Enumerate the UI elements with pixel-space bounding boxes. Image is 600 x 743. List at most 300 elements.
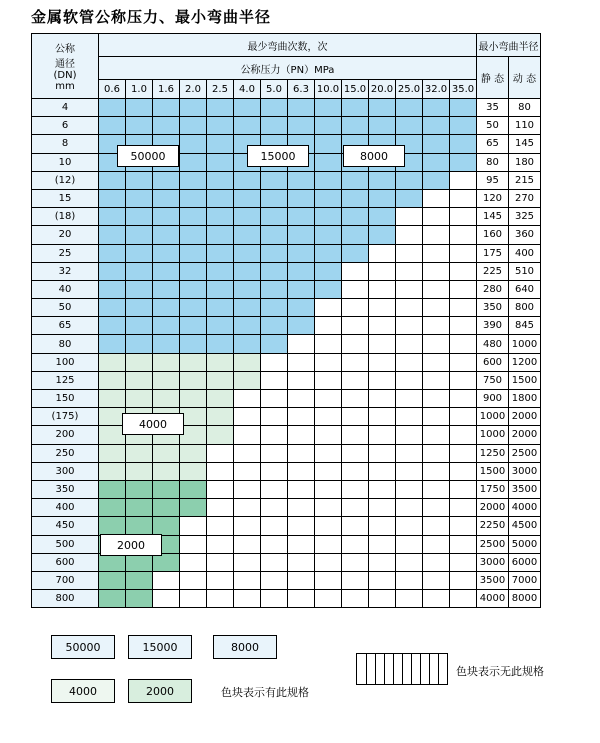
spec-cell [153,171,180,189]
spec-cell [234,208,261,226]
spec-cell [261,280,288,298]
spec-cell [99,444,126,462]
spec-cell [234,353,261,371]
spec-cell [342,99,369,117]
spec-cell [315,535,342,553]
row-dn-value: 32 [32,262,99,280]
spec-cell [369,353,396,371]
spec-cell [288,208,315,226]
spec-cell [423,262,450,280]
spec-cell [153,335,180,353]
spec-cell [288,226,315,244]
dynamic-radius-value: 800 [509,299,541,317]
pn-column-header: 32.0 [423,80,450,99]
spec-cell [423,99,450,117]
spec-cell [396,189,423,207]
spec-cell [423,353,450,371]
static-radius-value: 1750 [477,480,509,498]
spec-cell [315,426,342,444]
static-radius-value: 4000 [477,590,509,608]
spec-cell [261,444,288,462]
spec-cell [423,535,450,553]
spec-cell [315,208,342,226]
static-radius-value: 225 [477,262,509,280]
spec-cell [423,590,450,608]
spec-cell [99,317,126,335]
row-dn-value: 8 [32,135,99,153]
spec-cell [342,590,369,608]
spec-cell [153,480,180,498]
static-radius-value: 350 [477,299,509,317]
spec-cell [261,189,288,207]
row-dn-value: 200 [32,426,99,444]
spec-cell [126,517,153,535]
row-dn-value: 800 [32,590,99,608]
spec-cell [369,426,396,444]
spec-cell [234,517,261,535]
table-row [32,189,541,207]
spec-cell [99,262,126,280]
spec-cell [369,480,396,498]
spec-cell [99,299,126,317]
spec-cell [423,280,450,298]
spec-cell [396,299,423,317]
spec-cell [315,335,342,353]
row-dn-value: 150 [32,390,99,408]
pn-header: 公称压力（PN）MPa [99,57,477,80]
spec-cell [207,535,234,553]
spec-cell [288,189,315,207]
spec-cell [126,226,153,244]
table-row [32,480,541,498]
row-dn-value: 10 [32,153,99,171]
dynamic-radius-value: 2500 [509,444,541,462]
spec-cell [153,390,180,408]
legend-hatch-note: 色块表示无此规格 [456,665,544,678]
spec-cell [342,244,369,262]
spec-cell [180,135,207,153]
dynamic-radius-value: 80 [509,99,541,117]
spec-cell [450,117,477,135]
spec-cell [423,426,450,444]
spec-cell [396,208,423,226]
table-row [32,499,541,517]
spec-cell [261,299,288,317]
spec-cell [450,571,477,589]
spec-cell [369,244,396,262]
spec-cell [99,371,126,389]
spec-cell [450,99,477,117]
legend-swatch: 50000 [51,635,115,659]
spec-cell [396,226,423,244]
spec-cell [153,262,180,280]
spec-cell [342,117,369,135]
spec-cell [369,517,396,535]
spec-cell [315,553,342,571]
spec-cell [288,517,315,535]
spec-cell [450,226,477,244]
row-dn-value: 4 [32,99,99,117]
spec-cell [126,99,153,117]
spec-cell [396,99,423,117]
spec-cell [423,117,450,135]
pn-column-header: 10.0 [315,80,342,99]
dynamic-radius-value: 325 [509,208,541,226]
spec-cell [180,353,207,371]
spec-cell [261,462,288,480]
spec-cell [315,280,342,298]
static-radius-value: 1500 [477,462,509,480]
spec-cell [288,117,315,135]
spec-cell [234,462,261,480]
spec-cell [207,244,234,262]
spec-cell [342,353,369,371]
spec-cell [207,171,234,189]
legend-hatch-swatch [356,653,448,685]
spec-cell [396,480,423,498]
spec-cell [99,189,126,207]
spec-cell [450,335,477,353]
spec-cell [99,171,126,189]
spec-cell [450,535,477,553]
spec-cell [396,462,423,480]
spec-cell [315,226,342,244]
spec-cell [450,480,477,498]
row-dn-value: 600 [32,553,99,571]
static-radius-value: 3500 [477,571,509,589]
spec-cell [288,444,315,462]
dynamic-radius-value: 845 [509,317,541,335]
spec-cell [261,408,288,426]
spec-cell [126,462,153,480]
spec-cell [315,299,342,317]
dn-header-line-4: mm [55,81,75,92]
spec-cell [288,244,315,262]
spec-cell [315,153,342,171]
spec-cell [99,353,126,371]
dynamic-radius-value: 4000 [509,499,541,517]
spec-cell [261,262,288,280]
row-dn-value: 300 [32,462,99,480]
spec-cell [153,499,180,517]
dynamic-radius-value: 2000 [509,408,541,426]
spec-cell [234,535,261,553]
spec-cell [234,480,261,498]
spec-cell [315,408,342,426]
spec-cell [342,535,369,553]
spec-cell [288,553,315,571]
spec-cell [261,426,288,444]
static-radius-value: 95 [477,171,509,189]
row-dn-value: (12) [32,171,99,189]
row-dn-value: 100 [32,353,99,371]
spec-cell [396,499,423,517]
spec-cell [342,462,369,480]
spec-cell [423,317,450,335]
dynamic-radius-value: 145 [509,135,541,153]
spec-cell [234,99,261,117]
spec-cell [99,480,126,498]
table-row [32,208,541,226]
spec-cell [288,371,315,389]
spec-cell [126,171,153,189]
spec-cell [342,317,369,335]
static-radius-value: 1000 [477,426,509,444]
spec-cell [99,390,126,408]
dynamic-radius-value: 8000 [509,590,541,608]
spec-cell [450,299,477,317]
spec-cell [153,117,180,135]
static-radius-value: 280 [477,280,509,298]
page-title: 金属软管公称压力、最小弯曲半径 [31,8,272,26]
spec-cell [261,499,288,517]
spec-cell [342,208,369,226]
spec-cell [450,189,477,207]
spec-cell [315,244,342,262]
static-radius-value: 35 [477,99,509,117]
spec-cell [288,335,315,353]
row-dn-value: 20 [32,226,99,244]
dynamic-radius-value: 270 [509,189,541,207]
spec-cell [234,390,261,408]
spec-cell [315,444,342,462]
table-row [32,299,541,317]
static-radius-value: 160 [477,226,509,244]
spec-cell [207,462,234,480]
spec-cell [180,153,207,171]
spec-cell [207,153,234,171]
spec-cell [207,408,234,426]
table-row [32,408,541,426]
spec-cell [369,553,396,571]
legend-swatch: 2000 [128,679,192,703]
spec-cell [234,226,261,244]
static-radius-value: 50 [477,117,509,135]
static-radius-value: 2000 [477,499,509,517]
spec-cell [234,499,261,517]
spec-cell [315,117,342,135]
spec-cell [180,444,207,462]
spec-cell [288,99,315,117]
spec-cell [423,408,450,426]
block-value-label: 2000 [100,534,162,556]
static-radius-value: 390 [477,317,509,335]
spec-cell [450,171,477,189]
spec-cell [288,480,315,498]
spec-cell [423,480,450,498]
spec-cell [234,262,261,280]
spec-cell [261,226,288,244]
spec-cell [180,189,207,207]
spec-cell [261,480,288,498]
pn-column-header: 6.3 [288,80,315,99]
spec-cell [126,244,153,262]
pn-column-header: 1.0 [126,80,153,99]
table-row [32,262,541,280]
spec-cell [423,153,450,171]
spec-cell [234,371,261,389]
spec-cell [369,371,396,389]
dynamic-radius-value: 3000 [509,462,541,480]
spec-cell [153,299,180,317]
dynamic-radius-value: 400 [509,244,541,262]
table-header-row-3 [32,80,541,99]
spec-cell [153,244,180,262]
dynamic-radius-value: 7000 [509,571,541,589]
dynamic-radius-header: 动 态 [509,57,541,99]
spec-cell [450,153,477,171]
spec-cell [180,171,207,189]
dynamic-radius-value: 3500 [509,480,541,498]
spec-cell [99,590,126,608]
block-value-label: 8000 [343,145,405,167]
dynamic-radius-value: 215 [509,171,541,189]
table-row [32,99,541,117]
spec-cell [369,444,396,462]
spec-cell [369,299,396,317]
spec-cell [261,571,288,589]
spec-cell [126,189,153,207]
spec-cell [396,535,423,553]
spec-cell [315,499,342,517]
spec-cell [396,426,423,444]
static-radius-value: 120 [477,189,509,207]
spec-cell [261,99,288,117]
dynamic-radius-value: 1800 [509,390,541,408]
table-header-row-1 [32,34,541,57]
spec-cell [315,371,342,389]
spec-cell [207,571,234,589]
spec-cell [342,426,369,444]
spec-cell [261,171,288,189]
spec-cell [234,117,261,135]
static-radius-value: 145 [477,208,509,226]
spec-cell [288,590,315,608]
spec-cell [315,390,342,408]
row-dn-value: 125 [32,371,99,389]
spec-cell [261,335,288,353]
spec-cell [450,408,477,426]
spec-cell [234,408,261,426]
static-radius-value: 2250 [477,517,509,535]
spec-cell [342,299,369,317]
static-radius-value: 3000 [477,553,509,571]
pn-column-header: 35.0 [450,80,477,99]
spec-cell [396,244,423,262]
legend-color-note: 色块表示有此规格 [221,686,309,699]
spec-cell [126,353,153,371]
spec-cell [234,299,261,317]
spec-cell [369,99,396,117]
bend-count-header: 最少弯曲次数，次 [99,34,477,57]
spec-cell [315,171,342,189]
spec-cell [396,517,423,535]
spec-cell [99,208,126,226]
table-row [32,371,541,389]
table-row [32,390,541,408]
spec-cell [369,189,396,207]
spec-cell [450,444,477,462]
spec-cell [180,262,207,280]
spec-cell [288,262,315,280]
spec-cell [342,335,369,353]
spec-cell [342,517,369,535]
dynamic-radius-value: 360 [509,226,541,244]
spec-cell [396,171,423,189]
spec-cell [423,335,450,353]
spec-cell [153,317,180,335]
spec-cell [99,117,126,135]
spec-cell [369,171,396,189]
row-dn-value: 50 [32,299,99,317]
dn-header-line-3: (DN) [53,70,77,81]
pn-column-header: 5.0 [261,80,288,99]
spec-cell [288,408,315,426]
pn-column-header: 2.0 [180,80,207,99]
spec-cell [261,244,288,262]
row-dn-value: 6 [32,117,99,135]
spec-cell [153,353,180,371]
spec-cell [450,499,477,517]
spec-cell [153,208,180,226]
spec-cell [180,499,207,517]
spec-cell [288,317,315,335]
spec-cell [396,390,423,408]
spec-cell [126,371,153,389]
spec-cell [180,299,207,317]
spec-cell [369,408,396,426]
spec-cell [450,590,477,608]
spec-cell [342,262,369,280]
dynamic-radius-value: 1000 [509,335,541,353]
spec-cell [207,117,234,135]
spec-cell [450,262,477,280]
spec-cell [180,571,207,589]
spec-cell [423,462,450,480]
spec-cell [450,353,477,371]
table-row [32,571,541,589]
row-dn-value: 350 [32,480,99,498]
row-dn-value: 450 [32,517,99,535]
table-row [32,226,541,244]
spec-cell [423,444,450,462]
spec-cell [180,535,207,553]
spec-cell [207,135,234,153]
block-value-label: 4000 [122,413,184,435]
spec-cell [423,135,450,153]
spec-cell [180,226,207,244]
spec-cell [342,408,369,426]
spec-cell [450,208,477,226]
spec-cell [450,280,477,298]
pn-column-header: 25.0 [396,80,423,99]
spec-cell [180,317,207,335]
dn-header-line-2: 通径 [55,59,75,70]
spec-cell [234,189,261,207]
spec-cell [180,280,207,298]
spec-cell [423,499,450,517]
spec-cell [180,462,207,480]
spec-cell [234,335,261,353]
spec-cell [180,553,207,571]
spec-cell [180,590,207,608]
table-row [32,590,541,608]
table-row [32,171,541,189]
table-header-row-2 [32,57,541,80]
spec-cell [423,371,450,389]
spec-cell [126,499,153,517]
pn-column-header: 0.6 [99,80,126,99]
